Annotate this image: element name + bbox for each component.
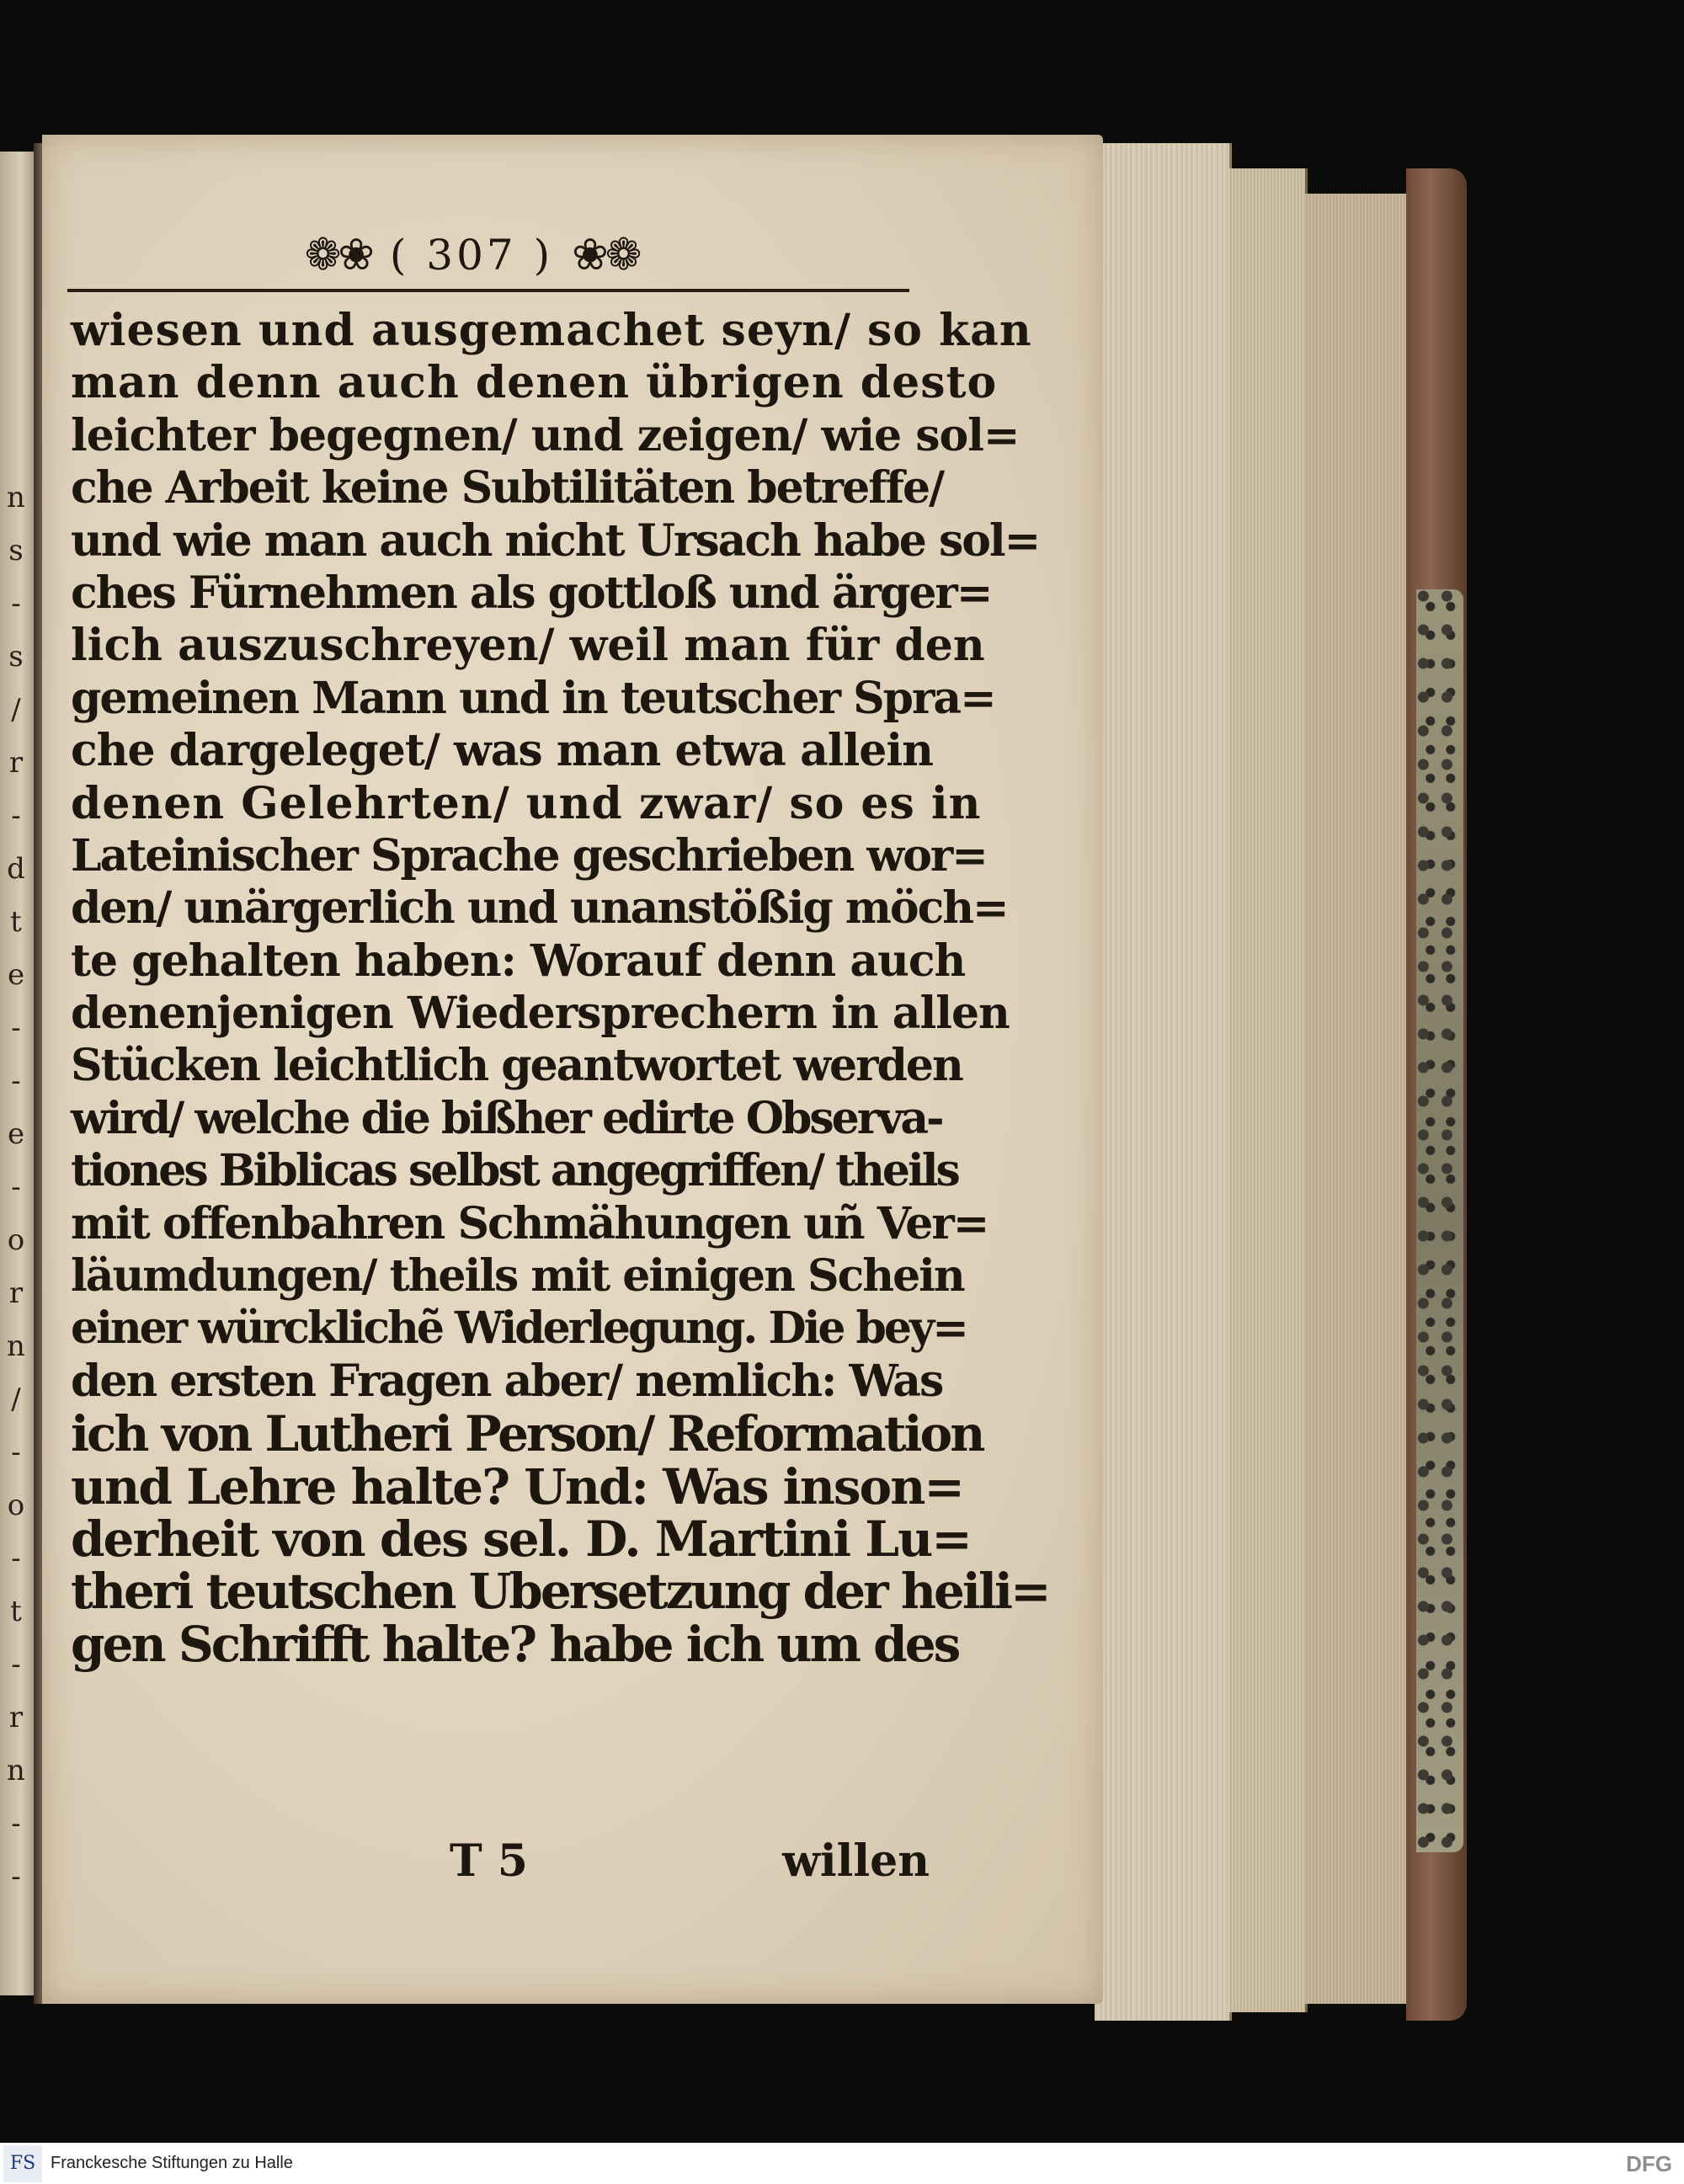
facing-page-fragment: - [11, 1807, 21, 1840]
page-body [71, 305, 1049, 1673]
page-edges [1095, 143, 1232, 2021]
text-line: ich von Lutheri Person/ Reformation [71, 1405, 983, 1463]
facing-page-fragment: n [7, 1754, 25, 1787]
facing-page-fragment: r [8, 1701, 24, 1734]
text-line: Stücken leichtlich geantwortet werden [71, 1040, 962, 1092]
marbled-endpaper [1416, 589, 1463, 1852]
facing-page-fragment: r [8, 746, 24, 780]
text-line: tiones Biblicas selbst angegriffen/ theils [71, 1145, 958, 1197]
attribution-bar [0, 2143, 1684, 2184]
text-line: einer würcklichẽ Widerlegung. Die bey= [71, 1302, 967, 1355]
facing-page-fragment: e [7, 958, 25, 992]
facing-page-fragment: - [11, 1011, 21, 1045]
text-line: gen Schrifft halte? habe ich um des [71, 1615, 959, 1673]
facing-page-fragment: s [8, 534, 24, 567]
text-line: mit offenbahren Schmähungen uñ Ver= [71, 1197, 989, 1249]
text-line: und wie man auch nicht Ursach habe sol= [71, 514, 1040, 567]
text-line: wird/ welche die bißher edirte Observa- [71, 1092, 942, 1144]
head-ornament-left: ❁❀ [304, 230, 371, 280]
text-line: che Arbeit keine Subtilitäten betreffe/ [71, 462, 944, 514]
page-number: ( 307 ) [389, 231, 554, 280]
facing-page-fragment: n [7, 481, 25, 514]
text-line: ches Fürnehmen als gottloß und ärger= [71, 567, 992, 619]
facing-page-margin-text [2, 471, 30, 1904]
facing-page-fragment: - [11, 1648, 21, 1681]
facing-page-fragment: e [7, 1117, 25, 1151]
facing-page-fragment: n [7, 1329, 25, 1363]
facing-page-fragment: o [7, 1223, 25, 1257]
facing-page-fragment: - [11, 1064, 21, 1098]
text-line: den/ unärgerlich und unanstößig möch= [71, 882, 1008, 935]
facing-page-fragment: / [11, 693, 21, 727]
facing-page-fragment: - [11, 587, 21, 621]
facing-page-fragment: r [8, 1276, 24, 1310]
institution-name: Franckesche Stiftungen zu Halle [51, 2154, 293, 2172]
text-line: und Lehre halte? Und: Was inson= [71, 1457, 963, 1515]
signature-mark: T 5 [450, 1835, 528, 1887]
dfg-logo: DFG [1626, 2151, 1672, 2176]
facing-page-fragment: - [11, 1860, 21, 1894]
text-line: leichter begegnen/ und zeigen/ wie sol= [71, 409, 1020, 461]
facing-page-fragment: - [11, 1436, 21, 1469]
text-line: man denn auch denen übrigen desto [71, 357, 998, 409]
catchword: willen [782, 1835, 930, 1887]
text-line: läumdungen/ theils mit einigen Schein [71, 1250, 964, 1302]
text-line: Lateinischer Sprache geschrieben wor= [71, 829, 987, 882]
page-foot [71, 1835, 930, 1894]
text-line: te gehalten haben: Worauf denn auch [71, 935, 966, 987]
text-line: che dargeleget/ was man etwa allein [71, 725, 933, 777]
facing-page-fragment: o [7, 1489, 25, 1522]
head-ornament-right: ❀❁ [572, 230, 639, 280]
text-line: denenjenigen Wiedersprechern in allen [71, 988, 1010, 1040]
text-line: den ersten Fragen aber/ nemlich: Was [71, 1355, 943, 1407]
text-line: denen Gelehrten/ und zwar/ so es in [71, 777, 982, 829]
facing-page-fragment: d [7, 852, 25, 886]
facing-page-fragment: t [10, 905, 22, 939]
facing-page-fragment: / [11, 1382, 21, 1416]
facing-page-fragment: s [8, 640, 24, 674]
page-edges-back [1305, 194, 1415, 2004]
facing-page-fragment: - [11, 799, 21, 833]
text-line: lich auszuschreyen/ weil man für den [71, 620, 985, 672]
facing-page-fragment: - [11, 1170, 21, 1204]
text-line: derheit von des sel. D. Martini Lu= [71, 1510, 971, 1568]
text-line: theri teutschen Ubersetzung der heili= [71, 1563, 1049, 1621]
running-head [286, 226, 657, 285]
institution-logo-icon: FS [3, 2145, 42, 2182]
text-line: gemeinen Mann und in teutscher Spra= [71, 672, 995, 724]
head-rule [67, 289, 909, 292]
facing-page-fragment: - [11, 1542, 21, 1575]
facing-page-fragment: t [10, 1595, 22, 1628]
text-line: wiesen und ausgemachet seyn/ so kan [71, 305, 1032, 356]
facing-page [0, 152, 37, 1995]
page-edges-inner [1229, 168, 1308, 2012]
